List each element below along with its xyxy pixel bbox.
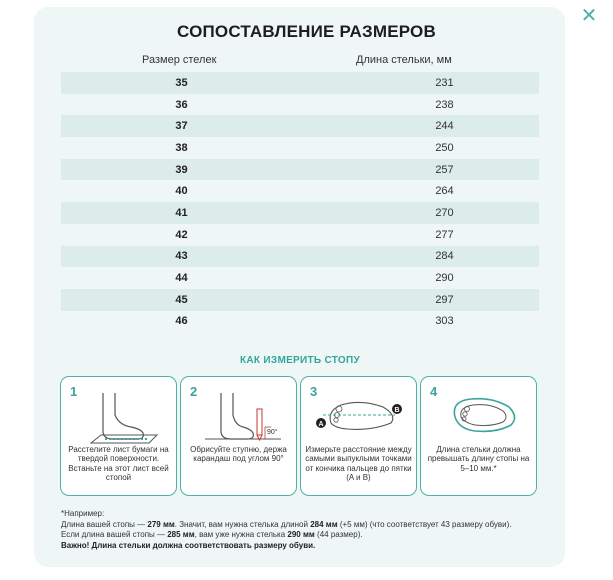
size-cell: 35 — [175, 76, 188, 89]
measure-steps — [60, 376, 540, 496]
note-value: 284 мм — [310, 519, 338, 529]
size-cell: 42 — [175, 228, 188, 241]
size-cell: 44 — [175, 272, 188, 285]
note-line-2 — [61, 530, 512, 541]
note-text: (44 размер). — [314, 530, 363, 540]
angle-label: 90° — [267, 429, 278, 436]
how-to-measure-link[interactable]: КАК ИЗМЕРИТЬ СТОПУ — [239, 355, 360, 366]
size-cell: 37 — [175, 120, 188, 133]
length-cell: 303 — [435, 315, 454, 328]
point-a-label: A — [318, 421, 324, 428]
note-value: 290 мм — [287, 530, 315, 540]
notes — [61, 509, 512, 551]
note-text: Если длина вашей стопы — — [61, 530, 168, 540]
size-cell: 39 — [175, 163, 188, 176]
table-row — [61, 137, 539, 159]
length-cell: 238 — [435, 98, 454, 111]
column-header-size: Размер стелек — [142, 54, 217, 66]
table-row — [61, 72, 539, 94]
page-title: СОПОСТАВЛЕНИЕ РАЗМЕРОВ — [177, 22, 436, 41]
note-text: (+5 мм) (что соответствует 43 размеру обуви). — [337, 519, 512, 529]
size-cell: 38 — [175, 141, 188, 154]
size-cell: 36 — [175, 98, 188, 111]
length-cell: 284 — [435, 250, 454, 263]
table-row — [61, 311, 539, 333]
step-card-2 — [180, 376, 297, 496]
length-cell: 270 — [435, 206, 454, 219]
insole-icon — [421, 387, 538, 447]
size-cell: 40 — [175, 185, 188, 198]
length-cell: 257 — [435, 163, 454, 176]
length-cell: 297 — [435, 293, 454, 306]
note-text: Длина вашей стопы — — [61, 519, 148, 529]
note-value: 285 мм — [167, 530, 195, 540]
size-table — [61, 72, 539, 332]
note-text: . Значит, вам нужна стелька длиной — [174, 519, 311, 529]
step-number: 4 — [430, 384, 438, 399]
step-card-1 — [60, 376, 177, 496]
length-cell: 244 — [435, 120, 454, 133]
step-description: Длина стельки должна превышать длину стопы на 5–10 мм.* — [427, 445, 530, 473]
step-number: 3 — [310, 384, 318, 399]
table-row — [61, 267, 539, 289]
step-description: Обрисуйте ступню, держа карандаш под углом 90° — [190, 445, 287, 464]
step-card-4 — [420, 376, 537, 496]
table-row — [61, 224, 539, 246]
table-row — [61, 180, 539, 202]
size-cell: 46 — [175, 315, 188, 328]
close-icon[interactable]: ✕ — [580, 5, 598, 27]
table-row — [61, 289, 539, 311]
table-row — [61, 159, 539, 181]
column-header-length: Длина стельки, мм — [356, 54, 452, 66]
step-card-3 — [300, 376, 417, 496]
step-number: 1 — [70, 384, 78, 399]
note-text: , вам уже нужна стелька — [194, 530, 288, 540]
length-cell: 250 — [435, 141, 454, 154]
table-row — [61, 94, 539, 116]
length-cell: 277 — [435, 228, 454, 241]
length-cell: 264 — [435, 185, 454, 198]
foot-on-paper-icon — [61, 387, 178, 447]
length-cell: 231 — [435, 76, 454, 89]
notes-label: *Например: — [61, 509, 105, 518]
step-description: Расстелите лист бумаги на твердой поверхности. Встаньте на этот лист всей стопой — [68, 445, 169, 483]
foot-outline-measure-icon — [301, 387, 418, 447]
point-b-label: B — [394, 407, 400, 414]
table-row — [61, 202, 539, 224]
important-note: Важно! Длина стельки должна соответствовать размеру обуви. — [61, 540, 316, 550]
pencil-outline-icon — [181, 387, 298, 447]
note-line-1 — [61, 520, 512, 531]
step-description: Измерьте расстояние между самыми выпуклыми точками от кончика пальцев до пятки (A и B) — [305, 445, 412, 483]
size-cell: 41 — [175, 206, 188, 219]
length-cell: 290 — [435, 272, 454, 285]
table-row — [61, 115, 539, 137]
step-number: 2 — [190, 384, 198, 399]
size-cell: 45 — [175, 293, 188, 306]
note-value: 279 мм — [147, 519, 175, 529]
size-cell: 43 — [175, 250, 188, 263]
table-row — [61, 246, 539, 268]
